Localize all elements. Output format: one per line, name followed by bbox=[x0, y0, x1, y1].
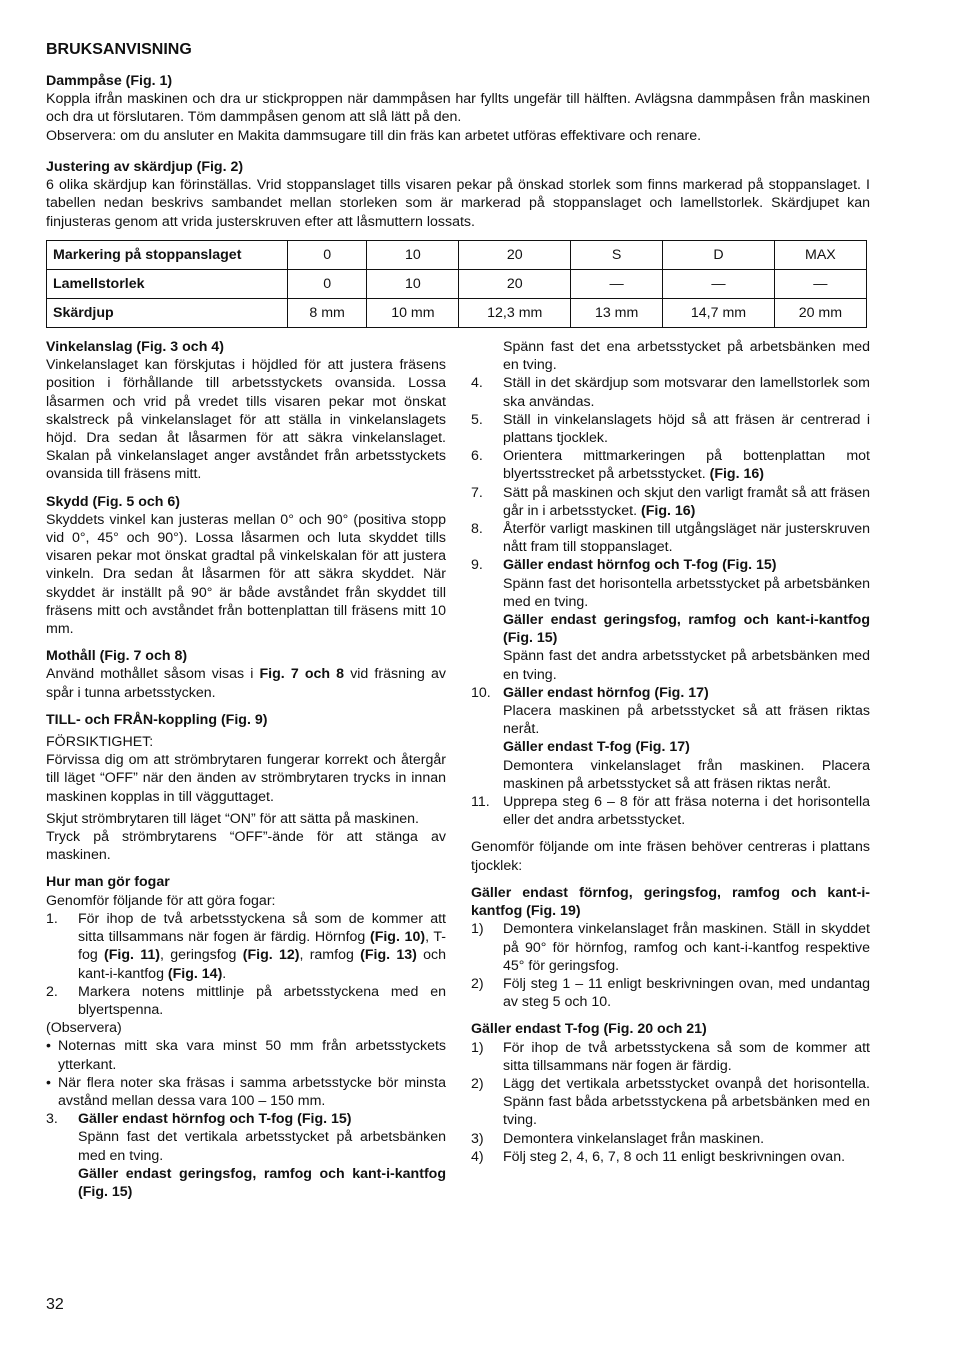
text: Lägg det vertikala arbetsstycket ovanpå det horisontella. Spänn fast båda arbetsstyckena på arbetsbänken med en tving. bbox=[503, 1075, 870, 1129]
section-heading: Dammpåse (Fig. 1) bbox=[46, 73, 173, 89]
list-number: 4) bbox=[471, 1148, 484, 1165]
list-item bbox=[471, 374, 870, 410]
text: Använd mothållet såsom visas i bbox=[46, 666, 260, 683]
list-number: 6. bbox=[471, 448, 483, 465]
text: . bbox=[222, 965, 227, 982]
section-heading: Hur man gör fogar bbox=[46, 874, 170, 891]
list-number: 2. bbox=[46, 983, 58, 1000]
text: , ramfog bbox=[299, 947, 361, 964]
list-item bbox=[471, 411, 870, 447]
list-number: 8. bbox=[471, 521, 483, 538]
text: Ställ in det skärdjup som motsvarar den lamellstorlek som ska användas. bbox=[503, 375, 870, 410]
paragraph: Vinkelanslaget kan förskjutas i höjdled för att justera fräsens position i förhållande till arbetsstyckets ovansida. Lossa låsarmen och vrid på vredet tills visaren pekar mot önskat skalstreck på vinkelanslaget för att ställa in vinkelanslagets höjd. Dra sedan åt låsarmen för att säkra vinkelanslaget. Skalan på vinkelanslaget anger avståndet från arbetsstyckets ovansida till fräsens mitt. bbox=[46, 357, 446, 483]
table-cell: Markering på stoppanslaget bbox=[47, 241, 288, 270]
text: Spänn fast det andra arbetsstycket på arbetsbänken med en tving. bbox=[503, 648, 870, 683]
text: Sätt på maskinen och skjut den varligt framåt så att fräsen går in i arbetsstycket. bbox=[503, 484, 870, 519]
section-heading: Mothåll (Fig. 7 och 8) bbox=[46, 648, 188, 665]
text: Demontera vinkelanslaget från maskinen. bbox=[503, 1130, 765, 1147]
table-cell: — bbox=[571, 270, 663, 299]
list-number: 1) bbox=[471, 1039, 484, 1056]
list-item bbox=[471, 1075, 870, 1130]
list-number: 3) bbox=[471, 1130, 484, 1147]
text: Spänn fast det horisontella arbetsstycket på arbetsbänken med en tving. bbox=[503, 575, 870, 610]
list-item bbox=[471, 1148, 870, 1166]
paragraph: Tryck på strömbrytarens “OFF”-ände för att stänga av maskinen. bbox=[46, 829, 446, 864]
list-item bbox=[471, 556, 870, 683]
subheading: Gäller endast hörnfog och T-fog (Fig. 15) bbox=[503, 557, 777, 574]
bold-text: (Fig. 13) bbox=[360, 947, 417, 964]
text: , T-fog bbox=[78, 929, 446, 964]
table-cell: 0 bbox=[288, 270, 367, 299]
table-row bbox=[47, 270, 867, 299]
depth-table bbox=[46, 240, 867, 328]
table-cell: D bbox=[663, 241, 775, 270]
paragraph: (Observera) bbox=[46, 1020, 122, 1037]
table-cell: 20 bbox=[459, 241, 571, 270]
bold-text: (Fig. 12) bbox=[242, 947, 300, 964]
text: Följ steg 1 – 11 enligt beskrivningen ovan, med undantag av steg 5 och 10. bbox=[503, 975, 870, 1011]
section-heading: Gäller endast förnfog, geringsfog, ramfog och kant-i-kantfog (Fig. 19) bbox=[471, 884, 870, 920]
table-cell: 14,7 mm bbox=[663, 299, 775, 328]
list-number: 2) bbox=[471, 1075, 484, 1092]
list-item bbox=[471, 920, 870, 975]
text: Ställ in vinkelanslagets höjd så att fräsen är centrerad i plattans tjocklek. bbox=[503, 411, 870, 447]
text: Spänn fast det vertikala arbetsstycket på arbetsbänken med en tving. bbox=[78, 1129, 446, 1164]
text: Markera notens mittlinje på arbetsstyckena med en blyertspenna. bbox=[78, 983, 446, 1018]
subheading: Gäller endast geringsfog, ramfog och kant-i-kantfog (Fig. 15) bbox=[78, 1165, 446, 1200]
bold-text: (Fig. 16) bbox=[709, 466, 764, 483]
text: Placera maskinen på arbetsstycket så att fräsen riktas neråt. bbox=[503, 703, 870, 738]
paragraph bbox=[46, 665, 446, 701]
bold-text: (Fig. 10) bbox=[369, 929, 426, 946]
table-cell: MAX bbox=[774, 241, 866, 270]
list-number: 4. bbox=[471, 375, 483, 392]
list-item bbox=[471, 447, 870, 483]
right-column bbox=[471, 338, 870, 1166]
paragraph: Observera: om du ansluter en Makita dammsugare till din fräs kan arbetet utföras effektivare och renare. bbox=[46, 127, 702, 144]
table-cell: — bbox=[774, 270, 866, 299]
table-cell: 13 mm bbox=[571, 299, 663, 328]
subheading: Gäller endast hörnfog och T-fog (Fig. 15) bbox=[78, 1111, 352, 1128]
section-justering bbox=[46, 158, 870, 231]
text: Orientera mittmarkeringen på bottenplattan mot blyertsstrecket på arbetsstycket. bbox=[503, 448, 870, 483]
text: vid fräsning av spår i tunna arbetsstycken. bbox=[46, 666, 447, 701]
bullet-icon: • bbox=[46, 1074, 51, 1091]
table-cell: 0 bbox=[288, 241, 367, 270]
subheading: Gäller endast T-fog (Fig. 17) bbox=[503, 739, 690, 756]
list-item bbox=[471, 1039, 870, 1075]
paragraph: Genomför följande om inte fräsen behöver centreras i plattans tjocklek: bbox=[471, 839, 870, 874]
paragraph: Koppla ifrån maskinen och dra ur stickproppen när dammpåsen har fyllts ungefär till hälften. Avlägsna dammpåsen från maskinen och dra ut förslutaren. Töm dammpåsen genom att slå lätt på den. bbox=[46, 91, 870, 126]
left-column bbox=[46, 338, 446, 1201]
list-number: 9. bbox=[471, 557, 483, 574]
section-heading: Vinkelanslag (Fig. 3 och 4) bbox=[46, 339, 224, 355]
text: För ihop de två arbetsstyckena så som de kommer att sitta tillsammans när fogen är färdig. Hörnfog bbox=[78, 910, 446, 946]
section-heading: Skydd (Fig. 5 och 6) bbox=[46, 493, 181, 510]
section-heading: Gäller endast T-fog (Fig. 20 och 21) bbox=[471, 1021, 707, 1038]
table-cell: — bbox=[663, 270, 775, 299]
text: Demontera vinkelanslaget från maskinen. Placera maskinen på arbetsstycket så att fräsen riktas neråt. bbox=[503, 757, 870, 792]
text: Noternas mitt ska vara minst 50 mm från arbetsstyckets ytterkant. bbox=[58, 1038, 446, 1073]
list-number: 1. bbox=[46, 910, 58, 927]
page-title: BRUKSANVISNING bbox=[46, 41, 192, 58]
paragraph: Skjut strömbrytaren till läget “ON” för att sätta på maskinen. bbox=[46, 810, 419, 827]
bullet-icon: • bbox=[46, 1038, 51, 1055]
list-item bbox=[46, 1110, 446, 1201]
section-dammpase bbox=[46, 72, 870, 145]
bold-text: (Fig. 16) bbox=[641, 502, 696, 519]
bold-text: Fig. 7 och 8 bbox=[259, 666, 345, 683]
text: Återför varligt maskinen till utgångsläget när justerskruven nått fram till stoppanslaget. bbox=[503, 521, 870, 556]
paragraph: 6 olika skärdjup kan förinställas. Vrid stoppanslaget tills visaren pekar på önskad storlek som finns markerad på stoppanslaget. I tabellen nedan beskrivs sambandet mellan storleken som är markerad på stoppanslaget och lamellstorlek. Skärdjupet kan finjusteras genom att vrida justerskruven efter att låsmuttern lossats. bbox=[46, 177, 870, 230]
text: Demontera vinkelanslaget från maskinen. Ställ in skyddet på 90° för hörnfog, ramfog och kant-i-kantfog respektive 45° för geringsfog. bbox=[503, 921, 870, 974]
list-item bbox=[471, 484, 870, 520]
paragraph: Genomför följande för att göra fogar: bbox=[46, 892, 276, 909]
table-cell: Skärdjup bbox=[47, 299, 288, 328]
list-number: 10. bbox=[471, 684, 491, 701]
list-item bbox=[471, 338, 870, 374]
page-number: 32 bbox=[46, 1296, 64, 1313]
text: Upprepa steg 6 – 8 för att fräsa noterna i det horisontella eller det andra arbetsstycket. bbox=[503, 794, 870, 829]
list-item bbox=[46, 983, 446, 1019]
list-number: 3. bbox=[46, 1111, 58, 1128]
list-item bbox=[471, 520, 870, 556]
table-cell: 20 bbox=[459, 270, 571, 299]
section-heading: Justering av skärdjup (Fig. 2) bbox=[46, 159, 244, 175]
subheading: Gäller endast hörnfog (Fig. 17) bbox=[503, 684, 709, 701]
bold-text: (Fig. 11) bbox=[104, 947, 160, 964]
caution-label: FÖRSIKTIGHET: bbox=[46, 734, 154, 751]
list-number: 5. bbox=[471, 411, 483, 428]
bullet-item bbox=[46, 1037, 446, 1073]
text: Följ steg 2, 4, 6, 7, 8 och 11 enligt beskrivningen ovan. bbox=[503, 1148, 846, 1165]
table-cell: 20 mm bbox=[774, 299, 866, 328]
table-cell: 10 bbox=[367, 270, 459, 299]
list-number: 1) bbox=[471, 921, 484, 938]
list-number: 11. bbox=[471, 794, 490, 811]
list-item bbox=[471, 793, 870, 829]
table-cell: 12,3 mm bbox=[459, 299, 571, 328]
text: , geringsfog bbox=[159, 947, 243, 964]
list-number: 7. bbox=[471, 484, 483, 501]
table-cell: S bbox=[571, 241, 663, 270]
text: Spänn fast det ena arbetsstycket på arbetsbänken med en tving. bbox=[503, 339, 870, 374]
list-item bbox=[471, 1130, 870, 1148]
table-cell: 10 bbox=[367, 241, 459, 270]
table-cell: 10 mm bbox=[367, 299, 459, 328]
list-number: 2) bbox=[471, 975, 484, 992]
bullet-item bbox=[46, 1074, 446, 1110]
paragraph: Skyddets vinkel kan justeras mellan 0° och 90° (positiva stopp vid 0°, 45° och 90°). Lossa låsarmen och luta skyddet tills visaren pekar mot önskat gradtal på vinkelskalan för att justera vinkeln. Dra sedan åt låsarmen för att säkra skyddet. När skyddet är inställt på 90° är både avståndet från skyddet till fräsens mitt och avståndet från bottenplattan till fräsens mitt 10 mm. bbox=[46, 511, 446, 638]
list-item bbox=[46, 910, 446, 983]
table-cell: Lamellstorlek bbox=[47, 270, 288, 299]
bold-text: (Fig. 14) bbox=[167, 965, 223, 982]
text: och kant-i-kantfog bbox=[78, 947, 447, 982]
list-item bbox=[471, 975, 870, 1011]
text: När flera noter ska fräsas i samma arbetsstycke bör minsta avstånd mellan dessa vara 100 – 150 mm. bbox=[58, 1074, 446, 1109]
table-cell: 8 mm bbox=[288, 299, 367, 328]
table-row bbox=[47, 299, 867, 328]
subheading: Gäller endast geringsfog, ramfog och kant-i-kantfog (Fig. 15) bbox=[503, 612, 870, 647]
text: För ihop de två arbetsstyckena så som de kommer att sitta tillsammans när fogen är färdig. bbox=[503, 1039, 870, 1074]
section-heading: TILL- och FRÅN-koppling (Fig. 9) bbox=[46, 711, 268, 728]
list-item bbox=[471, 684, 870, 793]
paragraph: Förvissa dig om att strömbrytaren fungerar korrekt och återgår till läget “OFF” när den änden av strömbrytaren trycks in innan maskinen kopplas in till vägguttaget. bbox=[46, 752, 446, 805]
table-row bbox=[47, 241, 867, 270]
